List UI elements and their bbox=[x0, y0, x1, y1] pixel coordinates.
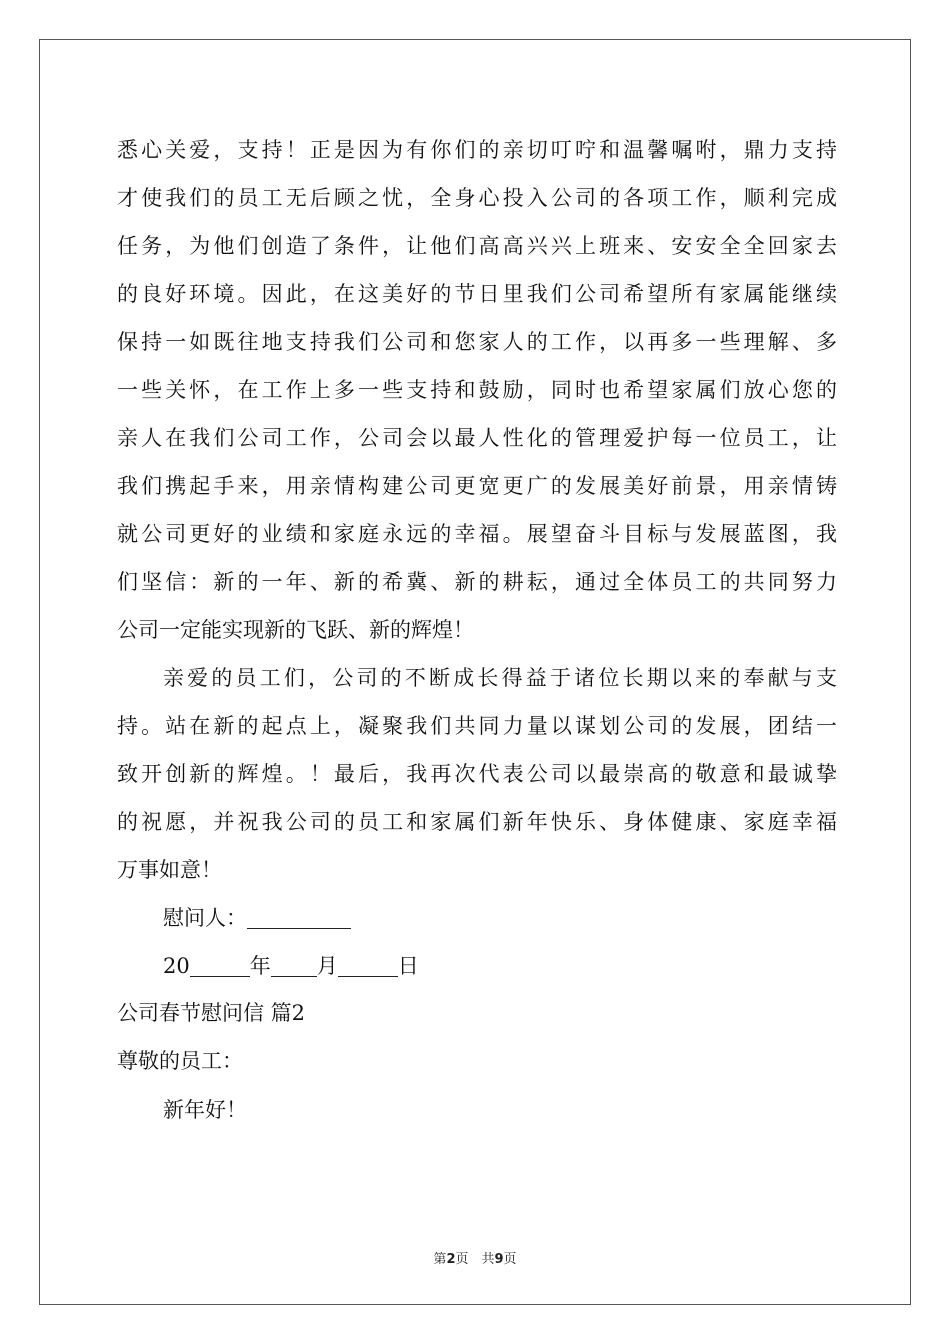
text-line: 一些关怀，在工作上多一些支持和鼓励，同时也希望家属们放心您的 bbox=[117, 378, 837, 402]
date-year: 年 bbox=[249, 954, 271, 978]
page-footer bbox=[0, 1248, 950, 1267]
day-blank bbox=[338, 956, 398, 977]
page-prefix: 第 bbox=[433, 1252, 447, 1267]
text-line: 的祝愿，并祝我公司的员工和家属们新年快乐、身体健康、家庭幸福 bbox=[117, 810, 837, 834]
text-line: 保持一如既往地支持我们公司和您家人的工作，以再多一些理解、多 bbox=[117, 330, 837, 354]
signer-label: 慰问人： bbox=[163, 906, 247, 930]
signer-line bbox=[117, 894, 837, 942]
document-body bbox=[117, 126, 837, 1134]
paragraph-1 bbox=[117, 126, 837, 654]
greeting: 新年好！ bbox=[163, 1098, 247, 1122]
salutation: 尊敬的员工： bbox=[117, 1049, 243, 1073]
date-prefix: 20 bbox=[163, 954, 190, 978]
page-number: 2 bbox=[446, 1252, 456, 1267]
page-total: 9 bbox=[494, 1252, 504, 1267]
text-line: 致开创新的辉煌。！最后，我再次代表公司以最崇高的敬意和最诚挚 bbox=[117, 762, 837, 786]
month-blank bbox=[271, 956, 317, 977]
text-line: 才使我们的员工无后顾之忧，全身心投入公司的各项工作，顺利完成 bbox=[117, 186, 837, 210]
text-line: 持。站在新的起点上，凝聚我们共同力量以谋划公司的发展，团结一 bbox=[117, 714, 837, 738]
section-title: 公司春节慰问信 篇2 bbox=[117, 1001, 306, 1025]
text-line: 亲爱的员工们，公司的不断成长得益于诸位长期以来的奉献与支 bbox=[163, 666, 837, 690]
date-day: 日 bbox=[397, 954, 419, 978]
signer-blank bbox=[247, 908, 351, 929]
text-line: 亲人在我们公司工作，公司会以最人性化的管理爱护每一位员工，让 bbox=[117, 426, 837, 450]
text-line: 任务，为他们创造了条件，让他们高高兴兴上班来、安安全全回家去 bbox=[117, 234, 837, 258]
text-line: 万事如意！ bbox=[117, 858, 222, 882]
text-line: 公司一定能实现新的飞跃、新的辉煌！ bbox=[117, 618, 474, 642]
page-suffix: 页 bbox=[503, 1252, 517, 1267]
text-line: 们坚信：新的一年、新的希冀、新的耕耘，通过全体员工的共同努力 bbox=[117, 570, 837, 594]
date-line bbox=[117, 942, 837, 990]
paragraph-2 bbox=[117, 654, 837, 894]
text-line: 的良好环境。因此，在这美好的节日里我们公司希望所有家属能继续 bbox=[117, 282, 837, 306]
text-line: 就公司更好的业绩和家庭永远的幸福。展望奋斗目标与发展蓝图，我 bbox=[117, 522, 837, 546]
date-month: 月 bbox=[316, 954, 338, 978]
text-line: 悉心关爱，支持！正是因为有你们的亲切叮咛和温馨嘱咐，鼎力支持 bbox=[117, 138, 837, 162]
text-line: 我们携起手来，用亲情构建公司更宽更广的发展美好前景，用亲情铸 bbox=[117, 474, 837, 498]
year-blank bbox=[190, 956, 250, 977]
page-mid: 页 共 bbox=[455, 1252, 495, 1267]
